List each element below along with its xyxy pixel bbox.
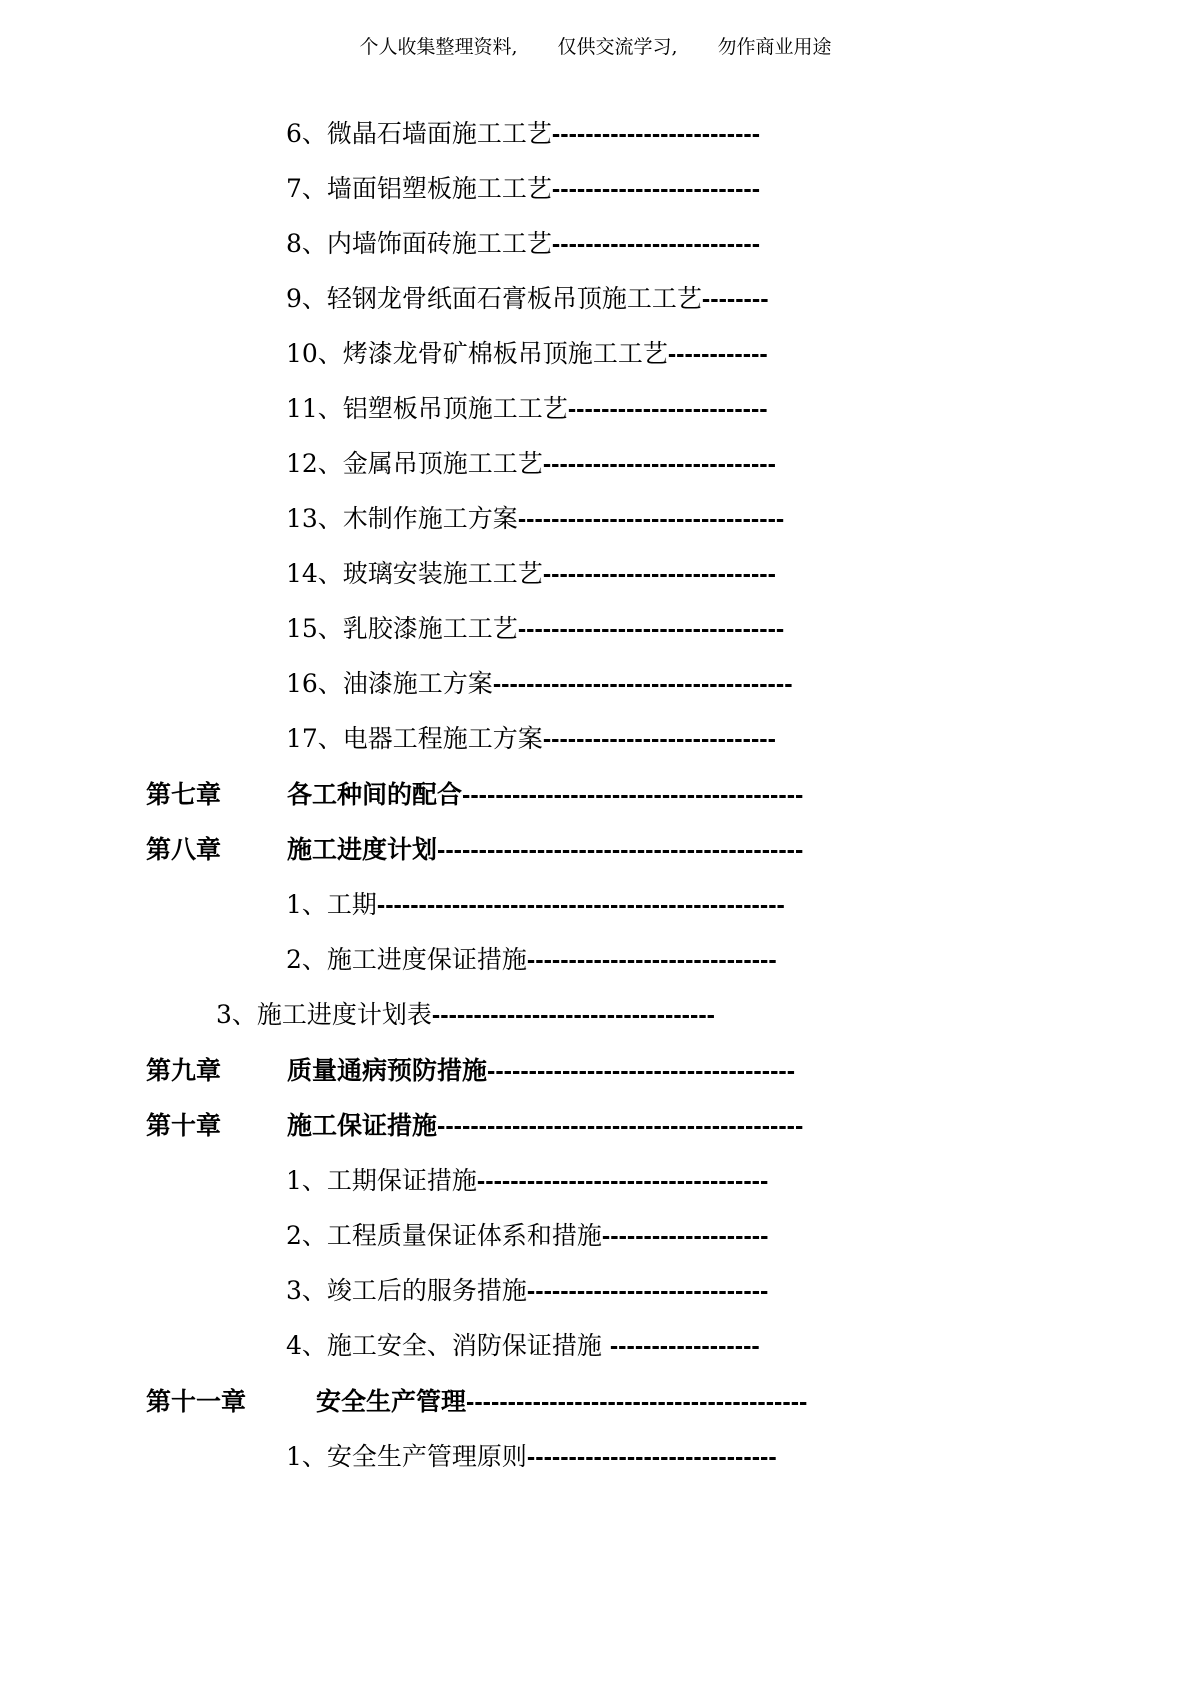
toc-item-title: 10、烤漆龙骨矿棉板吊顶施工工艺 [286,339,668,368]
chapter-title: 质量通病预防措施 [287,1056,488,1085]
toc-leader: ----------------------------------------- [466,1388,808,1416]
toc-leader: ------------------------------------------------- [376,891,785,919]
toc-item [286,116,760,152]
toc-leader: -------- [701,285,769,313]
toc-leader: ---------------------------- [542,725,776,753]
toc-item [286,887,785,923]
header-text-3: 勿作商业用途 [717,36,832,58]
toc-item [286,721,776,757]
toc-leader: ----------------------------- [526,1277,769,1305]
toc-leader: ------------------------- [551,175,761,203]
toc-leader: ---------------------------------- [431,1001,715,1029]
toc-item-title: 17、电器工程施工方案 [286,724,543,753]
toc-leader: -------------------------------------------- [437,836,804,864]
toc-chapter [146,1108,803,1144]
toc-item [286,226,760,262]
toc-leader: ------------------------------ [526,1443,777,1471]
toc-item-title: 11、铝塑板吊顶施工工艺 [286,394,568,423]
toc-leader: ----------------------------------------- [462,781,804,809]
toc-chapter [146,832,803,868]
toc-item-title: 14、玻璃安装施工工艺 [286,559,543,588]
toc-item-title: 8、内墙饰面砖施工工艺 [286,229,552,258]
toc-leader: ---------------------------- [542,560,776,588]
chapter-label: 第九章 [146,1056,222,1085]
toc-item-title: 1、安全生产管理原则 [286,1442,527,1471]
toc-chapter [146,1384,807,1420]
toc-item [286,281,769,317]
toc-item-title: 3、竣工后的服务措施 [286,1276,527,1305]
toc-item [286,501,784,537]
chapter-title: 各工种间的配合 [287,780,463,809]
toc-leader: ------------------------------ [526,946,777,974]
toc-item-title: 3、施工进度计划表 [216,1000,432,1029]
chapter-label: 第七章 [146,780,222,809]
toc-item [286,1273,768,1309]
toc-leader: -------------------------------- [517,505,785,533]
toc-item [216,997,715,1033]
chapter-title: 施工保证措施 [287,1111,438,1140]
toc-item-title: 1、工期 [286,890,377,919]
toc-leader: ------------------------- [551,120,761,148]
toc-item [286,1218,768,1254]
toc-item [286,446,776,482]
toc-item-title: 12、金属吊顶施工工艺 [286,449,543,478]
toc-chapter [146,1053,795,1089]
toc-item-title: 2、工程质量保证体系和措施 [286,1221,602,1250]
toc-leader: -------------------- [601,1222,769,1250]
toc-item-title: 9、轻钢龙骨纸面石膏板吊顶施工工艺 [286,284,702,313]
toc-item [286,666,793,702]
toc-item-title: 7、墙面铝塑板施工工艺 [286,174,552,203]
toc-item [286,171,760,207]
toc-leader: ------------------ [609,1332,760,1360]
chapter-label: 第八章 [146,835,222,864]
toc-item [286,336,768,372]
toc-item [286,942,777,978]
toc-leader: ---------------------------- [542,450,776,478]
chapter-label: 第十章 [146,1111,222,1140]
toc-item-title: 15、乳胶漆施工工艺 [286,614,518,643]
header-text-1: 个人收集整理资料, [359,36,518,58]
chapter-title: 施工进度计划 [287,835,438,864]
toc-item [286,1328,760,1364]
page-header [0,32,1191,59]
toc-chapter [146,777,803,813]
toc-leader: ------------ [667,340,768,368]
toc-leader: ------------------------------------- [487,1057,796,1085]
toc-item-title: 6、微晶石墙面施工工艺 [286,119,552,148]
toc-leader: ----------------------------------- [476,1167,769,1195]
toc-item-title: 4、施工安全、消防保证措施 [286,1331,610,1360]
toc-item [286,1439,777,1475]
toc-item-title: 1、工期保证措施 [286,1166,477,1195]
chapter-label: 第十一章 [146,1387,247,1416]
toc-item-title: 2、施工进度保证措施 [286,945,527,974]
toc-item [286,611,784,647]
header-text-2: 仅供交流学习, [557,36,678,58]
toc-item [286,391,768,427]
chapter-title: 安全生产管理 [316,1387,467,1416]
toc-leader: ------------------------------------ [492,670,793,698]
toc-item-title: 16、油漆施工方案 [286,669,493,698]
toc-item [286,556,776,592]
toc-leader: ------------------------- [551,230,761,258]
toc-item [286,1163,768,1199]
toc-item-title: 13、木制作施工方案 [286,504,518,533]
toc-leader: -------------------------------- [517,615,785,643]
toc-leader: -------------------------------------------- [437,1112,804,1140]
toc-leader: ------------------------ [567,395,768,423]
